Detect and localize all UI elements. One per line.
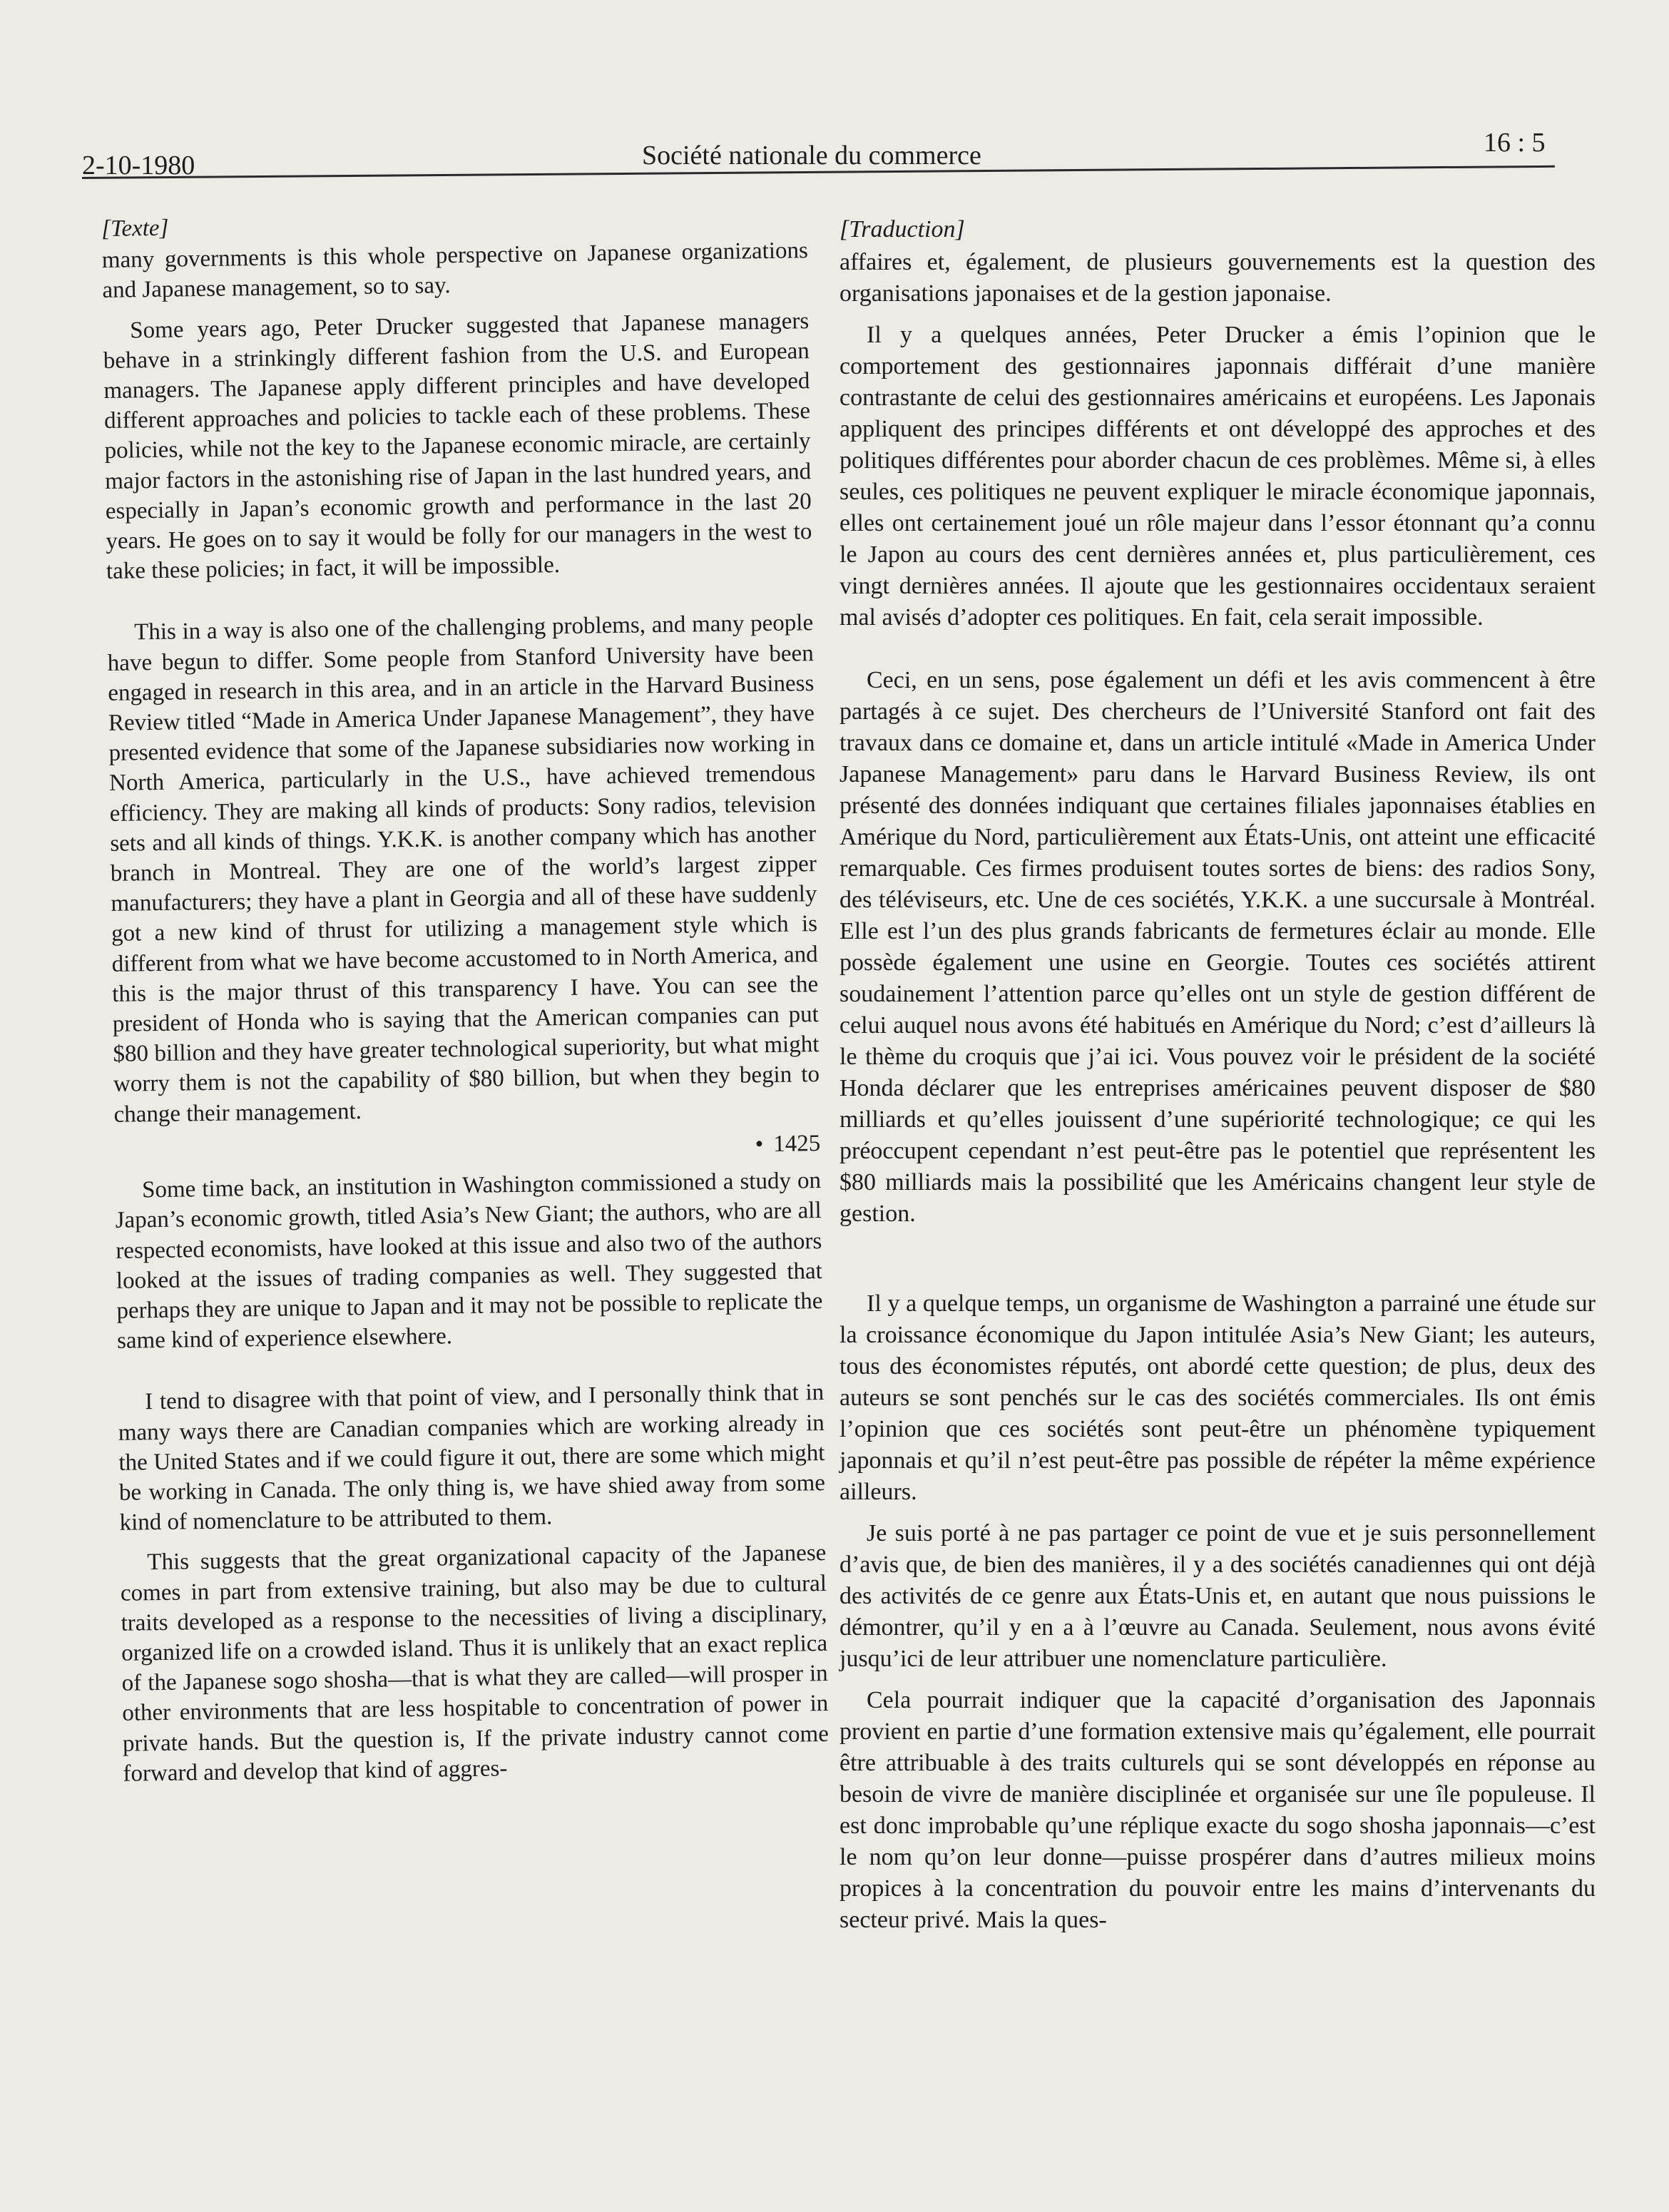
header-date: 2-10-1980 xyxy=(82,151,195,180)
paragraph: Il y a quelque temps, un organisme de Washington a parrainé une étude sur la croissance économique du Japon intitulée Asia’s New Giant; les auteurs, tous des économistes réputés, ont abordé cette question; de plus, deux des auteurs se sont penchés sur le cas des sociétés commerciales. Ils ont émis l’opinion que ces sociétés sont peut-être un phénomène typiquement japonnais et qu’il n’est peut-être pas possible de répéter la même expérience ailleurs. xyxy=(839,1290,1596,1505)
paragraph: Ceci, en un sens, pose également un défi et les avis commencent à être partagés à ce sujet. Des chercheurs de l’Université Stanford ont fait des travaux dans ce domaine et, dans un article intitulé «Made in America Under Japanese Management» paru dans le Harvard Business Review, ils ont présenté des données indiquant que certaines filiales japonnaises établies en Amérique du Nord, particulièrement aux États-Unis, ont atteint une efficacité remarquable. Ces firmes produisent toutes sortes de biens: des radios Sony, des téléviseurs, etc. Une de ces sociétés, Y.K.K. a une succursale à Montréal. Elle est l’un des plus grands fabricants de fermetures éclair au monde. Elle possède également une usine en Georgie. Toutes ces sociétés attirent soudainement l’attention parce qu’elles ont un style de gestion différent de celui auquel nous avons été habitués en Amérique du Nord; c’est d’ailleurs là le thème du croquis que j’ai ici. Vous pouvez voir le président de la société Honda déclarer que les entreprises américaines peuvent disposer de $80 milliards et qu’elles jouissent d’une supériorité technologique; ce qui les préoccupent cependant n’est peut-être pas le potentiel que représentent les $80 milliards mais la possibilité que les Américains changent leur style de gestion. xyxy=(839,667,1596,1227)
english-text-column xyxy=(101,204,830,1789)
header-page-number: 16 : 5 xyxy=(1484,128,1546,158)
marker-bullet: • xyxy=(755,1131,764,1158)
paragraph: This suggests that the great organizational capacity of the Japanese comes in part from extensive training, but also may be due to cultural traits developed as a response to the necessities of living a disciplinary, organized life on a crowded island. Thus it is unlikely that an exact replica of the Japanese sogo shosha—that is what they are called—will prosper in other environments that are less hospitable to concentration of power in private hands. But the question is, If the private industry cannot come forward and develop that kind of aggres- xyxy=(120,1540,830,1787)
paragraph: Il y a quelques années, Peter Drucker a émis l’opinion que le comportement des gestionnaires japonnais différait d’une manière contrastante de celui des gestionnaires américains et européens. Les Japonais appliquent des principes différents et ont développé des approches et des politiques différentes pour aborder chacun de ces problèmes. Même si, à elles seules, ces politiques ne peuvent expliquer le miracle économique japonnais, elles ont certainement joué un rôle majeur dans l’essor étonnant qu’a connu le Japon au cours des cent dernières années et, plus particulièrement, ces vingt dernières années. Il ajoute que les gestionnaires occidentaux seraient mal avisés d’adopter ces politiques. En fait, cela serait impossible. xyxy=(839,322,1596,631)
marker-number: 1425 xyxy=(773,1130,821,1157)
header-title: Société nationale du commerce xyxy=(642,141,981,170)
paragraph: Some time back, an institution in Washington commissioned a study on Japan’s economic growth, titled Asia’s New Giant; the authors, who are all respected economists, have looked at this issue and also two of the authors looked at the issues of trading companies as well. They suggested that perhaps they are unique to Japan and it may not be possible to replicate the same kind of experience elsewhere. xyxy=(115,1168,823,1354)
column-label-traduction: [Traduction] xyxy=(839,216,965,243)
paragraph: many governments is this whole perspective on Japanese organizations and Japanese management, so to say. xyxy=(101,238,809,304)
paragraph: Je suis porté à ne pas partager ce point de vue et je suis personnellement d’avis que, de bien des manières, il y a des sociétés canadiennes qui ont déjà des activités de ce genre aux États-Unis et, en autant que nous puissions le démontrer, qu’il y en a à l’œuvre au Canada. Seulement, nous avons évité jusqu’ici de leur attribuer une nomenclature particulière. xyxy=(839,1520,1596,1672)
paragraph: affaires et, également, de plusieurs gouvernements est la question des organisations japonaises et de la gestion japonaise. xyxy=(839,249,1596,307)
paragraph: Cela pourrait indiquer que la capacité d’organisation des Japonnais provient en partie d’une formation extensive mais qu’également, elle pourrait être attribuable à des traits culturels qui se sont développés en réponse au besoin de vivre de manière disciplinée et organisée sur une île populeuse. Il est donc improbable qu’une réplique exacte du sogo shosha japonnais—c’est le nom qu’on leur donne—puisse prospérer dans d’autres milieux moins propices à la concentration du pouvoir entre les mains d’intervenants du secteur privé. Mais la ques- xyxy=(839,1687,1596,1933)
page-header xyxy=(0,0,1669,185)
french-translation-column xyxy=(839,214,1596,1936)
column-label-texte: [Texte] xyxy=(101,215,169,242)
time-marker xyxy=(114,1128,820,1168)
paragraph: I tend to disagree with that point of view, and I personally think that in many ways there are Canadian companies which are working already in the United States and if we could figure it out, there are some which might be working in Canada. The only thing is, we have shied away from some kind of nomenclature to be attributed to them. xyxy=(118,1380,826,1536)
paragraph: This in a way is also one of the challenging problems, and many people have begun to differ. Some people from Stanford University have been engaged in research in this area, and in an article in the Harvard Business Review titled “Made in America Under Japanese Management”, they have presented evidence that some of the Japanese subsidiaries now working in North America, particularly in the U.S., have achieved tremendous efficiency. They are making all kinds of products: Sony radios, television sets and all kinds of things. Y.K.K. is another company which has another branch in Montreal. They are one of the world’s largest zipper manufacturers; they have a plant in Georgia and all of these have suddenly got a new kind of thrust for utilizing a management style which is different from what we have become accustomed to in North America, and this is the major thrust of this transparency I have. You can see the president of Honda who is saying that the American companies can put $80 billion and they have greater technological superiority, but what might worry them is not the capability of $80 billion, but when they begin to change their management. xyxy=(107,610,820,1128)
paragraph: Some years ago, Peter Drucker suggested that Japanese managers behave in a strinkingly different fashion from the U.S. and European managers. The Japanese apply different principles and have developed different approaches and policies to tackle each of these problems. These policies, while not the key to the Japanese economic miracle, are certainly major factors in the astonishing rise of Japan in the last hundred years, and especially in Japan’s economic growth and performance in the last 20 years. He goes on to say it would be folly for our managers in the west to take these policies; in fact, it will be impossible. xyxy=(103,307,812,585)
